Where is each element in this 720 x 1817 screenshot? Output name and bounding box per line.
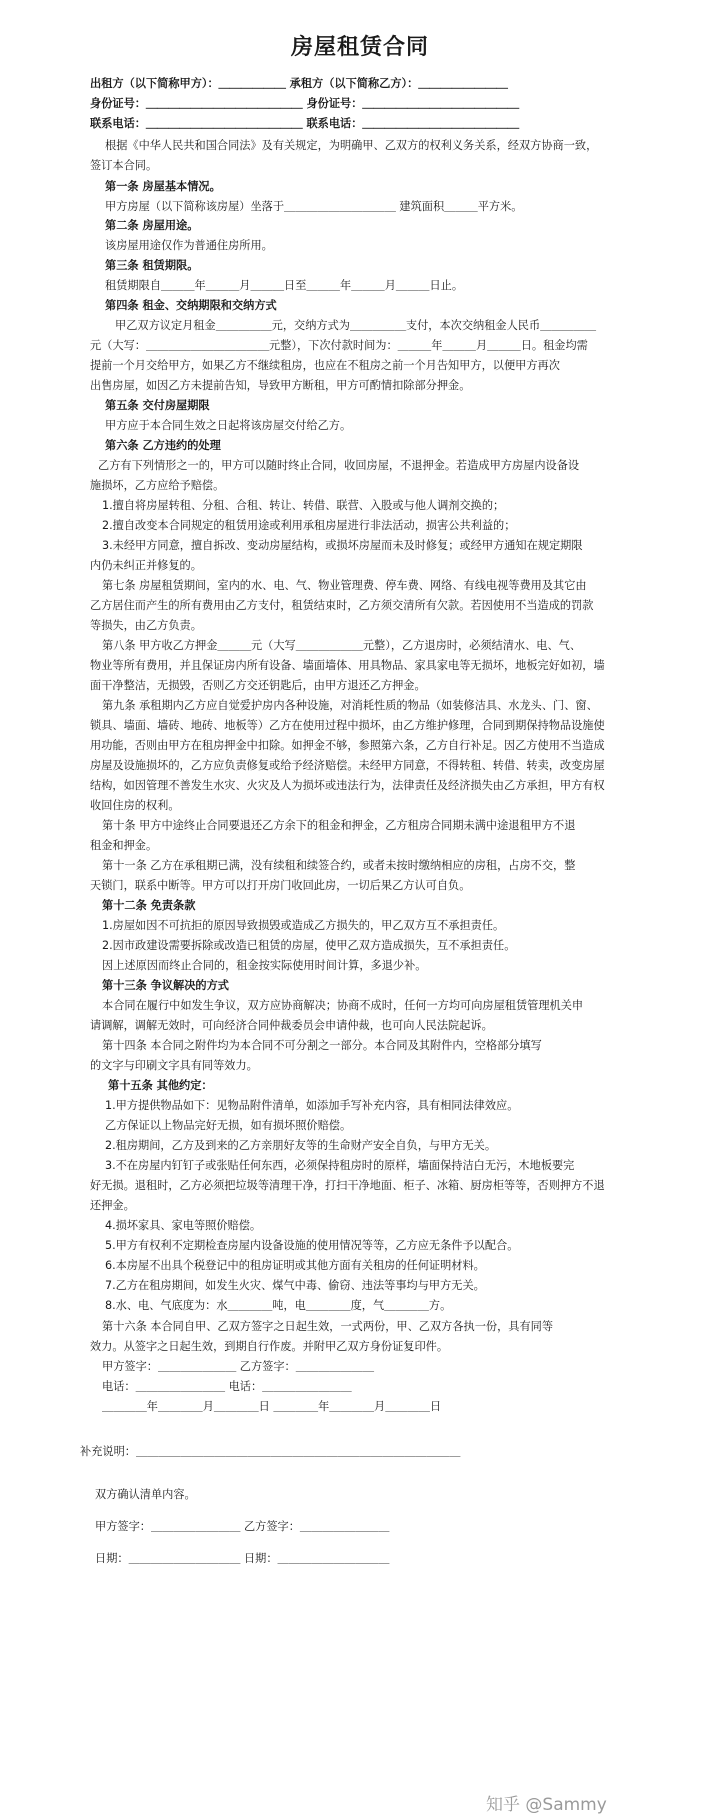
article-5-text: 甲方应于本合同生效之日起将该房屋交付给乙方。 <box>105 419 352 432</box>
article-13-heading: 第十三条 争议解决的方式 <box>102 979 229 992</box>
article-15-item: 5.甲方有权利不定期检查房屋内设备设施的使用情况等等，乙方应无条件予以配合。 <box>105 1239 519 1252</box>
article-11-text: 第十一条 乙方在承租期已满，没有续租和续签合约，或者未按时缴纳相应的房租，占房不交，整 <box>102 859 576 872</box>
article-15-heading: 第十五条 其他约定： <box>108 1079 213 1092</box>
article-3-text: 租赁期限自＿＿＿年＿＿＿月＿＿＿日至＿＿＿年＿＿＿月＿＿＿日止。 <box>105 279 464 292</box>
article-10-text: 租金和押金。 <box>90 839 158 852</box>
confirm-signature-line: 甲方签字：＿＿＿＿＿＿＿＿ 乙方签字：＿＿＿＿＿＿＿＿ <box>95 1520 390 1533</box>
article-9-text: 收回住房的权利。 <box>90 799 180 812</box>
article-14-text: 的文字与印刷文字具有同等效力。 <box>90 1059 258 1072</box>
article-9-text: 第九条 承租期内乙方应自觉爱护房内各种设施，对消耗性质的物品（如装修洁具、水龙头、门、窗、 <box>102 699 598 712</box>
article-15-item: 1.甲方提供物品如下：见物品附件清单，如添加手写补充内容，具有相同法律效应。 <box>105 1099 519 1112</box>
article-6-item: 内仍未纠正并修复的。 <box>90 559 202 572</box>
supplement-note: 补充说明：＿＿＿＿＿＿＿＿＿＿＿＿＿＿＿＿＿＿＿＿＿＿＿＿＿＿＿＿＿ <box>80 1445 461 1458</box>
article-4-text: 出售房屋，如因乙方未提前告知，导致甲方断租，甲方可酌情扣除部分押金。 <box>90 379 471 392</box>
article-15-item: 4.损坏家具、家电等照价赔偿。 <box>105 1219 262 1232</box>
article-8-text: 物业等所有费用，并且保证房内所有设备、墙面墙体、用具物品、家具家电等无损坏，地板完好如初，墙 <box>90 659 605 672</box>
article-15-item: 8.水、电、气底度为：水＿＿＿＿吨，电＿＿＿＿度，气＿＿＿＿方。 <box>105 1299 452 1312</box>
article-15-item: 2.租房期间，乙方及到来的乙方亲朋好友等的生命财产安全自负，与甲方无关。 <box>105 1139 497 1152</box>
header-phones: 联系电话：＿＿＿＿＿＿＿＿＿＿＿＿＿＿ 联系电话：＿＿＿＿＿＿＿＿＿＿＿＿＿＿ <box>90 117 520 130</box>
article-2-text: 该房屋用途仅作为普通住房所用。 <box>105 239 273 252</box>
article-1-text: 甲方房屋（以下简称该房屋）坐落于＿＿＿＿＿＿＿＿＿＿ 建筑面积＿＿＿平方米。 <box>105 200 523 213</box>
article-16-text: 第十六条 本合同自甲、乙双方签字之日起生效，一式两份，甲、乙双方各执一份，具有同等 <box>102 1320 554 1333</box>
watermark: 知乎 @Sammy <box>486 1795 607 1815</box>
article-14-text: 第十四条 本合同之附件均为本合同不可分割之一部分。本合同及其附件内，空格部分填写 <box>102 1039 542 1052</box>
article-15-item: 还押金。 <box>90 1199 135 1212</box>
article-11-text: 天锁门，联系中断等。甲方可以打开房门收回此房，一切后果乙方认可自负。 <box>90 879 471 892</box>
article-9-text: 用功能，否则由甲方在租房押金中扣除。如押金不够，参照第六条，乙方自行补足。因乙方使用不当造成 <box>90 739 605 752</box>
intro-line: 根据《中华人民共和国合同法》及有关规定，为明确甲、乙双方的权利义务关系，经双方协商一致， <box>105 139 598 152</box>
article-4-text: 提前一个月交给甲方，如果乙方不继续租房，也应在不租房之前一个月告知甲方，以便甲方再次 <box>90 359 560 372</box>
article-6-heading: 第六条 乙方违约的处理 <box>105 439 221 452</box>
article-4-heading: 第四条 租金、交纳期限和交纳方式 <box>105 299 277 312</box>
article-12-item: 2.因市政建设需要拆除或改造已租赁的房屋，使甲乙双方造成损失，互不承担责任。 <box>102 939 516 952</box>
contract-title: 房屋租赁合同 <box>290 35 429 60</box>
intro-line: 签订本合同。 <box>90 159 158 172</box>
article-2-heading: 第二条 房屋用途。 <box>105 219 199 232</box>
article-9-text: 房屋及设施损坏的，乙方应负责修复或给予经济赔偿。未经甲方同意，不得转租、转借、转卖，改变房屋 <box>90 759 605 772</box>
article-16-text: 效力。从签字之日起生效，到期自行作废。并附甲乙双方身份证复印件。 <box>90 1340 449 1353</box>
article-6-text: 施损坏，乙方应给予赔偿。 <box>90 479 225 492</box>
article-12-item: 因上述原因而终止合同的，租金按实际使用时间计算，多退少补。 <box>102 959 427 972</box>
article-6-item: 1.擅自将房屋转租、分租、合租、转让、转借、联营、入股或与他人调剂交换的； <box>102 499 505 512</box>
article-6-item: 2.擅自改变本合同规定的租赁用途或利用承租房屋进行非法活动，损害公共利益的； <box>102 519 516 532</box>
article-4-text: 甲乙双方议定月租金＿＿＿＿＿元，交纳方式为＿＿＿＿＿支付，本次交纳租金人民币＿＿＿＿＿ <box>115 319 597 332</box>
article-8-text: 面干净整洁，无损毁，否则乙方交还钥匙后，由甲方退还乙方押金。 <box>90 679 426 692</box>
article-6-item: 3.未经甲方同意，擅自拆改、变动房屋结构，或损坏房屋而未及时修复；或经甲方通知在规定期限 <box>102 539 583 552</box>
article-12-item: 1.房屋如因不可抗拒的原因导致损毁或造成乙方损失的，甲乙双方互不承担责任。 <box>102 919 505 932</box>
article-9-text: 结构，如因管理不善发生水灾、火灾及人为损坏或违法行为，法律责任及经济损失由乙方承担，甲方有权 <box>90 779 605 792</box>
article-7-text: 乙方居住而产生的所有费用由乙方支付，租赁结束时，乙方须交清所有欠款。若因使用不当造成的罚款 <box>90 599 594 612</box>
article-15-item: 7.乙方在租房期间，如发生火灾、煤气中毒、偷窃、违法等事均与甲方无关。 <box>105 1279 485 1292</box>
article-15-item: 6.本房屋不出具个税登记中的租房证明或其他方面有关租房的任何证明材料。 <box>105 1259 485 1272</box>
article-5-heading: 第五条 交付房屋期限 <box>105 399 210 412</box>
article-3-heading: 第三条 租赁期限。 <box>105 259 199 272</box>
article-13-text: 本合同在履行中如发生争议，双方应协商解决；协商不成时，任何一方均可向房屋租赁管理机关申 <box>102 999 584 1012</box>
article-13-text: 请调解，调解无效时，可向经济合同仲裁委员会申请仲裁，也可向人民法院起诉。 <box>90 1019 493 1032</box>
article-1-heading: 第一条 房屋基本情况。 <box>105 180 221 193</box>
article-7-text: 第七条 房屋租赁期间，室内的水、电、气、物业管理费、停车费、网络、有线电视等费用及其它由 <box>102 579 587 592</box>
article-7-text: 等损失，由乙方负责。 <box>90 619 202 632</box>
article-4-text: 元（大写：＿＿＿＿＿＿＿＿＿＿＿元整），下次付款时间为：＿＿＿年＿＿＿月＿＿＿日。租金均需 <box>90 339 588 352</box>
header-parties: 出租方（以下简称甲方）：＿＿＿＿＿＿ 承租方（以下简称乙方）：＿＿＿＿＿＿＿＿ <box>90 77 508 90</box>
article-10-text: 第十条 甲方中途终止合同要退还乙方余下的租金和押金，乙方租房合同期未满中途退租甲方不退 <box>102 819 576 832</box>
date-line: ＿＿＿＿年＿＿＿＿月＿＿＿＿日 ＿＿＿＿年＿＿＿＿月＿＿＿＿日 <box>102 1400 442 1413</box>
phone-line: 电话：＿＿＿＿＿＿＿＿ 电话：＿＿＿＿＿＿＿＿ <box>102 1380 352 1393</box>
article-12-heading: 第十二条 免责条款 <box>102 899 196 912</box>
article-6-text: 乙方有下列情形之一的，甲方可以随时终止合同，收回房屋，不退押金。若造成甲方房屋内设备设 <box>98 459 580 472</box>
article-8-text: 第八条 甲方收乙方押金＿＿＿元（大写＿＿＿＿＿＿元整），乙方退房时，必须结清水、电、气、 <box>102 639 582 652</box>
signature-line: 甲方签字：＿＿＿＿＿＿＿ 乙方签字：＿＿＿＿＿＿＿ <box>102 1360 375 1373</box>
article-9-text: 锁具、墙面、墙砖、地砖、地板等）乙方在使用过程中损坏，由乙方维护修理，合同到期保持物品设施使 <box>90 719 605 732</box>
article-15-item: 好无损。退租时，乙方必须把垃圾等清理干净，打扫干净地面、柜子、冰箱、厨房柜等等，否则押方不退 <box>90 1179 605 1192</box>
header-id-numbers: 身份证号：＿＿＿＿＿＿＿＿＿＿＿＿＿＿ 身份证号：＿＿＿＿＿＿＿＿＿＿＿＿＿＿ <box>90 97 520 110</box>
article-15-item: 乙方保证以上物品完好无损，如有损坏照价赔偿。 <box>105 1119 352 1132</box>
confirm-heading: 双方确认清单内容。 <box>95 1488 196 1501</box>
confirm-date-line: 日期：＿＿＿＿＿＿＿＿＿＿ 日期：＿＿＿＿＿＿＿＿＿＿ <box>95 1552 390 1565</box>
article-15-item: 3.不在房屋内钉钉子或张贴任何东西，必须保持租房时的原样，墙面保持洁白无污，木地板要完 <box>105 1159 575 1172</box>
